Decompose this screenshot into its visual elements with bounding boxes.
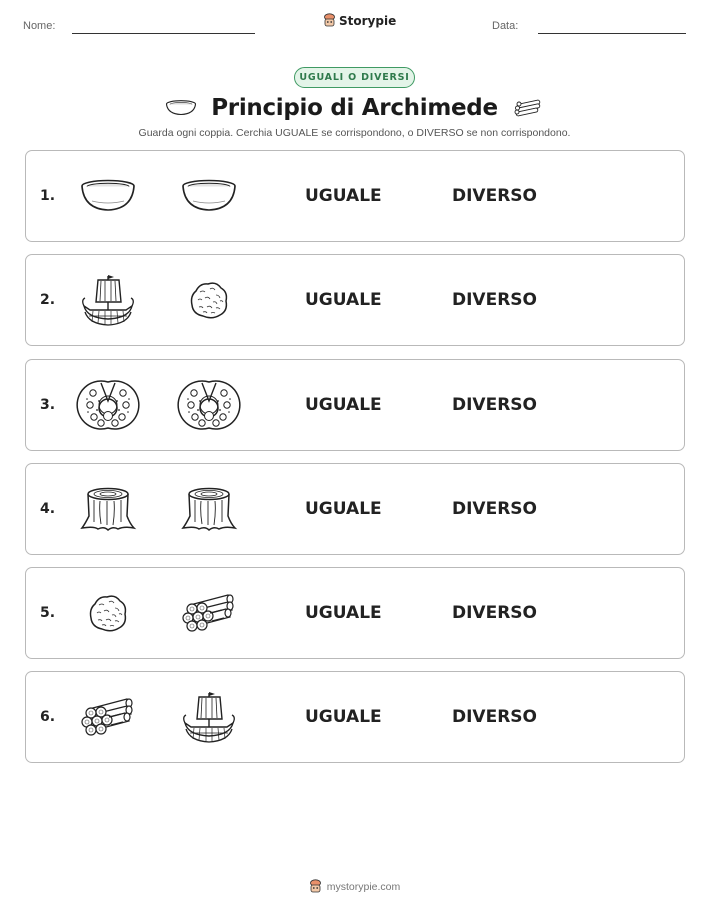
pair-right-picture [179, 377, 239, 433]
different-option[interactable]: DIVERSO [452, 707, 537, 727]
pair-number: 1. [40, 188, 56, 204]
different-option[interactable]: DIVERSO [452, 499, 537, 519]
pair-right-picture [179, 585, 239, 641]
pair-row [25, 671, 685, 763]
ship-icon [182, 689, 236, 745]
rock-icon [188, 279, 230, 321]
pair-row [25, 359, 685, 451]
pair-number: 3. [40, 397, 56, 413]
date-label: Data: [492, 20, 519, 32]
ship-icon [81, 272, 135, 328]
same-option[interactable]: UGUALE [305, 603, 382, 623]
footer-site-link[interactable]: mystorypie.com [326, 880, 401, 893]
pair-row [25, 254, 685, 346]
pair-number: 6. [40, 709, 56, 725]
pair-left-picture [78, 481, 138, 537]
different-option[interactable]: DIVERSO [452, 395, 537, 415]
pair-number: 5. [40, 605, 56, 621]
logs-icon [79, 697, 137, 737]
pair-number: 4. [40, 501, 56, 517]
pair-left-picture [78, 585, 138, 641]
same-option[interactable]: UGUALE [305, 290, 382, 310]
pair-row [25, 567, 685, 659]
bowl-icon [80, 179, 136, 213]
different-option[interactable]: DIVERSO [452, 603, 537, 623]
same-option[interactable]: UGUALE [305, 186, 382, 206]
stump-icon [80, 486, 136, 532]
pair-right-picture [179, 481, 239, 537]
pair-row [25, 150, 685, 242]
logs-icon [512, 99, 544, 117]
logs-icon [180, 593, 238, 633]
name-line[interactable] [72, 33, 255, 34]
rock-icon [87, 592, 129, 634]
pair-number: 2. [40, 292, 56, 308]
pair-left-picture [78, 272, 138, 328]
storypie-mascot-icon [309, 879, 322, 894]
footer [0, 879, 709, 894]
date-line[interactable] [538, 33, 686, 34]
brand-name: Storypie [339, 13, 397, 28]
page-title: Principio di Archimede [211, 95, 498, 121]
pair-right-picture [179, 689, 239, 745]
pair-right-picture [179, 272, 239, 328]
pair-left-picture [78, 168, 138, 224]
different-option[interactable]: DIVERSO [452, 186, 537, 206]
pair-left-picture [78, 377, 138, 433]
crown-icon [182, 379, 236, 431]
brand-logo [323, 13, 396, 28]
same-option[interactable]: UGUALE [305, 499, 382, 519]
pair-left-picture [78, 689, 138, 745]
pair-row [25, 463, 685, 555]
stump-icon [181, 486, 237, 532]
name-label: Nome: [23, 20, 56, 32]
different-option[interactable]: DIVERSO [452, 290, 537, 310]
storypie-mascot-icon [323, 13, 336, 28]
instructions: Guarda ogni coppia. Cerchia UGUALE se corrispondono, o DIVERSO se non corrispondono. [138, 127, 571, 139]
activity-badge: UGUALI O DIVERSI [294, 67, 415, 88]
pair-right-picture [179, 168, 239, 224]
crown-icon [81, 379, 135, 431]
same-option[interactable]: UGUALE [305, 707, 382, 727]
bowl-icon [165, 100, 197, 116]
title-row [0, 92, 709, 124]
same-option[interactable]: UGUALE [305, 395, 382, 415]
bowl-icon [181, 179, 237, 213]
